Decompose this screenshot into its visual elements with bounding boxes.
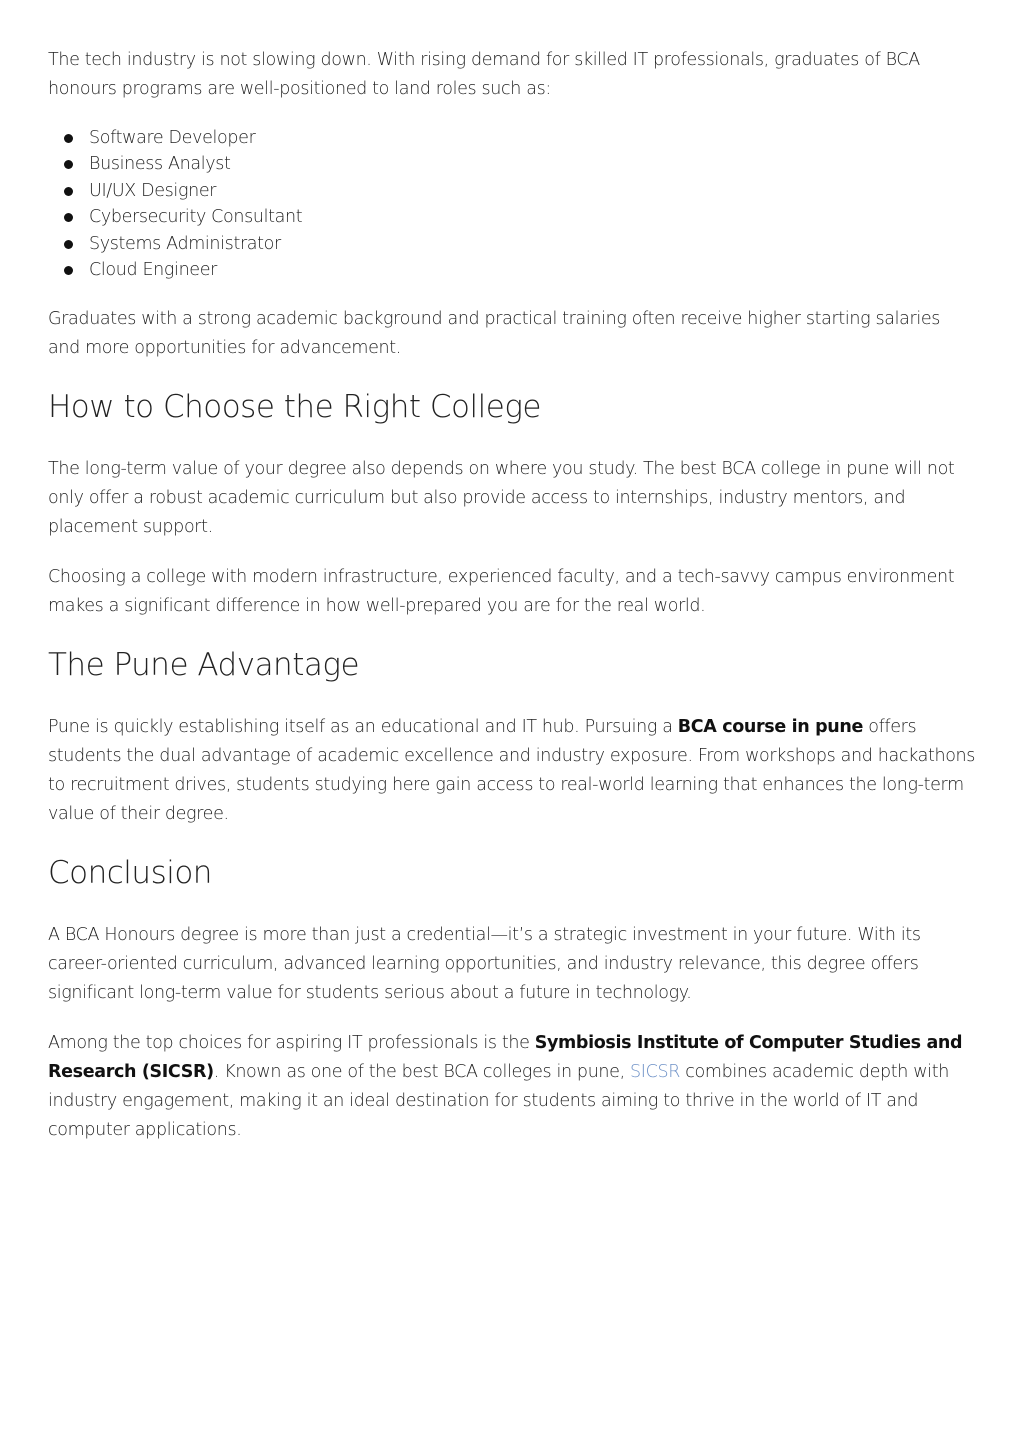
text-run: Among the top choices for aspiring IT professionals is the [48,1033,535,1054]
choose-college-paragraph-1: The long-term value of your degree also depends on where you study. The best BCA college in pune will not only offer a robust academic curriculum but also provide access to internships, industry mentors, and placement support. [48,459,955,538]
list-item [48,178,976,204]
choose-college-paragraph-2: Choosing a college with modern infrastructure, experienced faculty, and a tech-savvy campus environment makes a significant difference in how well-prepared you are for the real world. [48,567,955,617]
conclusion-paragraph-1: A BCA Honours degree is more than just a credential—it’s a strategic investment in your future. With its career-oriented curriculum, advanced learning opportunities, and industry relevance, this degree offers significant long-term value for students serious about a future in technology. [48,925,921,1004]
role-label: Cybersecurity Consultant [89,207,303,228]
bold-phrase: BCA course in pune [677,717,864,738]
bullet-icon [64,134,73,143]
section-heading-pune-advantage: The Pune Advantage [48,647,360,684]
section-heading-conclusion: Conclusion [48,855,212,892]
list-item [48,151,976,177]
intro-closing-paragraph: Graduates with a strong academic background and practical training often receive higher starting salaries and more opportunities for advancement. [48,309,941,359]
list-item [48,231,976,257]
roles-list [48,125,976,283]
list-item [48,204,976,230]
role-label: UI/UX Designer [89,180,217,201]
bullet-icon [64,213,73,222]
bullet-icon [64,266,73,275]
text-run: offers students the dual advantage of academic excellence and industry exposure. From workshops and hackathons to recruitment drives, students studying here gain access to real-world learning that enhances the long-term value of their degree. [48,717,976,825]
role-label: Systems Administrator [89,233,281,254]
intro-paragraph: The tech industry is not slowing down. With rising demand for skilled IT professionals, graduates of BCA honours programs are well-positioned to land roles such as: [48,50,920,99]
bullet-icon [64,187,73,196]
list-item [48,257,976,283]
sicsr-link[interactable]: SICSR [630,1062,681,1083]
text-run: . Known as one of the best BCA colleges in pune, [213,1062,631,1083]
role-label: Business Analyst [89,154,231,175]
section-heading-choose-college: How to Choose the Right College [48,389,541,426]
role-label: Software Developer [89,128,256,148]
conclusion-paragraph-2 [48,1029,976,1145]
pune-advantage-paragraph [48,713,976,829]
bullet-icon [64,240,73,249]
role-label: Cloud Engineer [89,260,217,281]
bold-phrase: Symbiosis Institute of Computer Studies and Research (SICSR) [48,1033,963,1083]
bullet-icon [64,160,73,169]
text-run: Pune is quickly establishing itself as an educational and IT hub. Pursuing a [48,717,678,738]
list-item [48,125,976,151]
text-run: combines academic depth with industry engagement, making it an ideal destination for students aiming to thrive in the world of IT and computer applications. [48,1062,949,1141]
